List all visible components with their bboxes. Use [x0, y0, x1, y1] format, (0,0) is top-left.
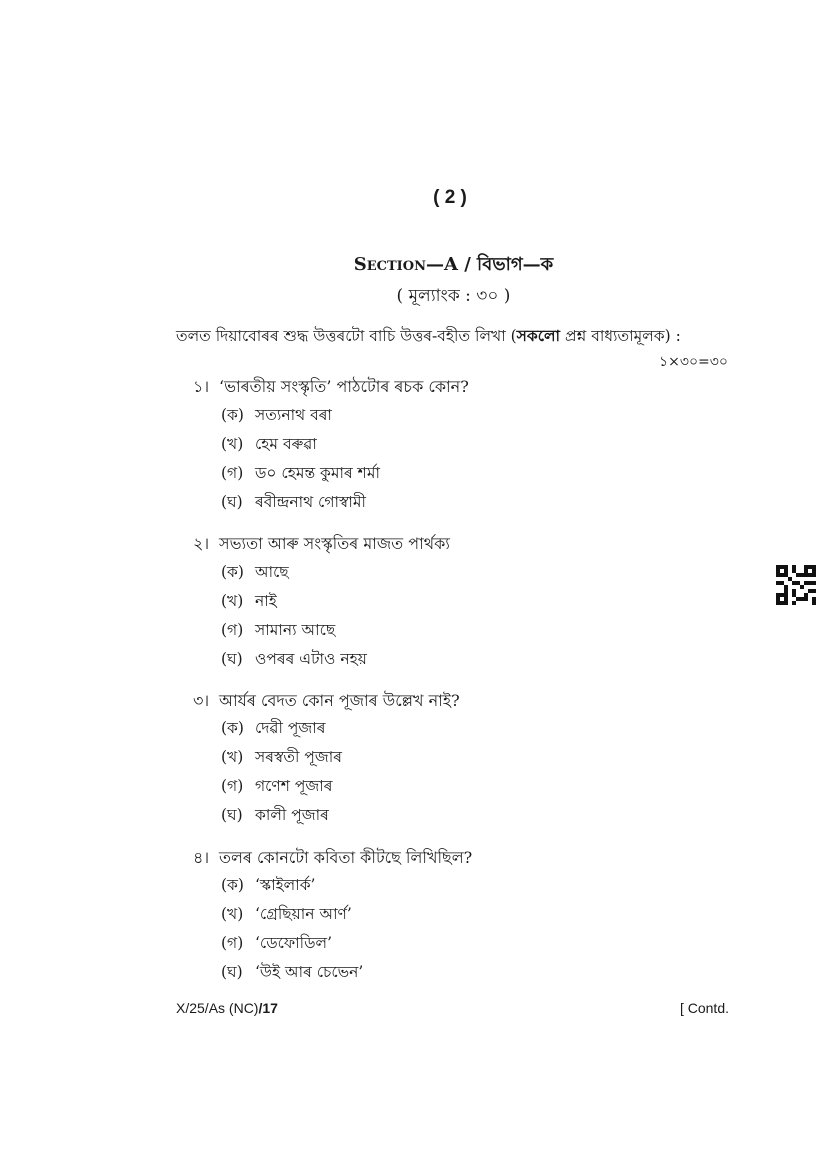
- paper-code-suffix: /17: [258, 1000, 278, 1016]
- question-4-option-b: [221, 902, 352, 928]
- option-text: আছে: [255, 563, 289, 581]
- question-4-option-a: [221, 873, 315, 899]
- option-text: ‘ডেফোডিল’: [255, 934, 332, 952]
- question-3-option-b: [221, 745, 342, 771]
- option-label: (খ): [221, 905, 244, 923]
- score-formula: ১×৩০=৩০: [659, 354, 728, 370]
- section-title-assamese: বিভাগ—ক: [477, 254, 554, 275]
- option-label: (ঘ): [221, 650, 243, 668]
- question-2: [193, 531, 450, 558]
- question-text: সভ্যতা আৰু সংস্কৃতিৰ মাজত পাৰ্থক্য: [219, 534, 450, 553]
- option-text: সত্যনাথ বৰা: [255, 406, 332, 424]
- question-4: [193, 845, 472, 872]
- instruction-text-bold: সকলো: [516, 326, 561, 345]
- option-text: ‘গ্ৰেছিয়ান আৰ্ণ’: [255, 905, 352, 923]
- section-title: [0, 250, 827, 281]
- option-text: সৰস্বতী পূজাৰ: [255, 748, 343, 766]
- option-label: (খ): [221, 592, 244, 610]
- continued-label: [ Contd.: [679, 1000, 729, 1016]
- question-3-option-c: [221, 774, 332, 800]
- option-label: (ক): [221, 876, 244, 894]
- question-2-option-b: [221, 589, 277, 615]
- option-label: (ঘ): [221, 963, 243, 981]
- option-text: ৰবীন্দ্ৰনাথ গোস্বামী: [255, 493, 366, 511]
- question-1: [193, 374, 469, 401]
- option-text: সামান্য আছে: [255, 621, 336, 639]
- paper-code: [176, 1000, 278, 1016]
- question-number: ২।: [193, 534, 210, 553]
- option-text: দেৱী পূজাৰ: [255, 719, 326, 737]
- option-text: ওপৰৰ এটাও নহয়: [255, 650, 367, 668]
- option-label: (ঘ): [221, 493, 243, 511]
- option-label: (ক): [221, 406, 244, 424]
- option-label: (খ): [221, 748, 244, 766]
- instruction-text-post: প্ৰশ্ন বাধ্যতামূলক) :: [560, 327, 681, 345]
- option-label: (ক): [221, 719, 244, 737]
- question-2-option-c: [221, 618, 335, 644]
- option-label: (গ): [221, 464, 244, 482]
- question-text: তলৰ কোনটো কবিতা কীটছে লিখিছিল?: [219, 848, 473, 867]
- question-text: আৰ্যৰ বেদত কোন পূজাৰ উল্লেখ নাই?: [219, 691, 460, 710]
- question-text: ‘ভাৰতীয় সংস্কৃতি’ পাঠটোৰ ৰচক কোন?: [219, 377, 469, 396]
- question-1-option-d: [221, 490, 366, 516]
- option-text: হেম বৰুৱা: [255, 435, 317, 453]
- option-label: (গ): [221, 777, 244, 795]
- option-text: ড০ হেমন্ত কুমাৰ শৰ্মা: [255, 464, 380, 482]
- question-number: ৩।: [193, 691, 210, 710]
- option-text: নাই: [255, 592, 277, 610]
- question-3-option-d: [221, 803, 329, 829]
- section-title-english: Section—A: [353, 254, 458, 275]
- question-1-option-c: [221, 461, 380, 487]
- question-4-option-c: [221, 931, 332, 957]
- question-number: ৪।: [193, 848, 210, 867]
- option-text: কালী পূজাৰ: [255, 806, 329, 824]
- page-number: ( 2 ): [433, 187, 467, 208]
- section-title-separator: /: [457, 254, 478, 275]
- question-2-option-d: [221, 647, 367, 673]
- question-3: [193, 688, 460, 715]
- option-label: (গ): [221, 621, 244, 639]
- option-label: (ক): [221, 563, 244, 581]
- question-3-option-a: [221, 716, 325, 742]
- qr-code-icon: [776, 565, 816, 605]
- option-label: (ঘ): [221, 806, 243, 824]
- option-label: (গ): [221, 934, 244, 952]
- section-marks: ( মূল্যাংক : ৩০ ): [396, 286, 511, 306]
- question-4-option-d: [221, 960, 363, 986]
- question-2-option-a: [221, 560, 289, 586]
- question-number: ১।: [193, 377, 210, 396]
- option-text: ‘স্কাইলাৰ্ক’: [255, 876, 316, 894]
- option-text: ‘উই আৰ চেভেন’: [255, 963, 364, 981]
- question-1-option-b: [221, 432, 317, 458]
- option-label: (খ): [221, 435, 244, 453]
- question-1-option-a: [221, 403, 332, 429]
- instruction-text-pre: তলত দিয়াবোৰৰ শুদ্ধ উত্তৰটো বাচি উত্তৰ-বহীত লিখা (: [176, 327, 517, 345]
- paper-code-prefix: X/25/As (NC): [176, 1000, 259, 1016]
- option-text: গণেশ পূজাৰ: [255, 777, 333, 795]
- instruction: [176, 324, 681, 350]
